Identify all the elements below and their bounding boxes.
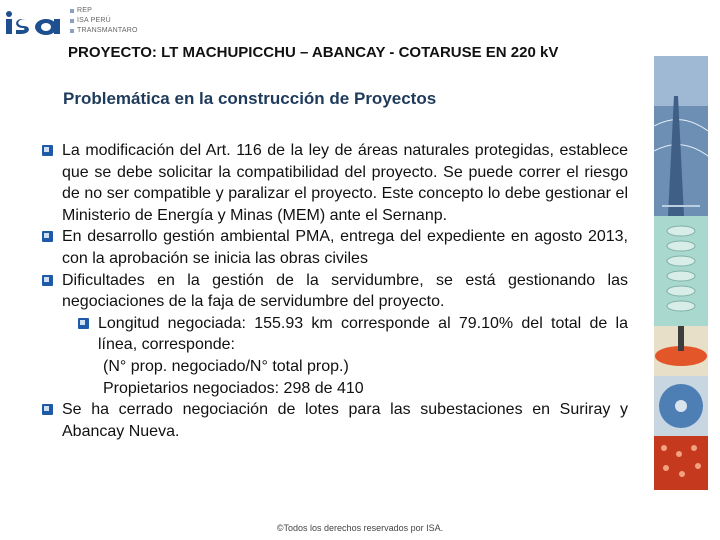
content-body [42, 140, 628, 442]
bullet-icon [78, 318, 89, 329]
brand-item: TRANSMANTARO [70, 26, 138, 36]
bullet-icon [42, 231, 53, 242]
brand-list [70, 6, 138, 36]
bullet-icon [42, 145, 53, 156]
bullet-item: En desarrollo gestión ambiental PMA, entrega del expediente en agosto 2013, con la aprobación se inicia las obras civiles [42, 226, 628, 269]
isa-logo [4, 8, 66, 36]
brand-item: REP [70, 6, 138, 16]
bullet-icon [42, 275, 53, 286]
bullet-item: Se ha cerrado negociación de lotes para las subestaciones en Suriray y Abancay Nueva. [42, 399, 628, 442]
footer-copyright: ©Todos los derechos reservados por ISA. [276, 523, 444, 533]
photo-strip [654, 56, 708, 490]
sub-bullet-item: Longitud negociada: 155.93 km corresponde al 79.10% del total de la línea, corresponde: [42, 313, 628, 356]
owners-text: Propietarios negociados: 298 de 410 [103, 379, 364, 397]
bullet-item: Dificultades en la gestión de la servidumbre, se está gestionando las negociaciones de la faja de servidumbre del proyecto. [42, 270, 628, 313]
bullet-item: La modificación del Art. 116 de la ley de áreas naturales protegidas, establece que se debe solicitar la compatibilidad del proyecto. Se puede correr el riesgo de no ser compatible y paralizar el proyecto. Este concepto lo debe gestionar el Ministerio de Energía y Minas (MEM) ante el Sernanp. [42, 140, 628, 226]
bullet-icon [42, 404, 53, 415]
page-title: PROYECTO: LT MACHUPICCHU – ABANCAY - COTARUSE EN 220 kV [68, 44, 559, 61]
formula-text: (N° prop. negociado/N° total prop.) [103, 357, 349, 375]
section-subtitle: Problemática en la construcción de Proyectos [63, 89, 437, 108]
brand-item: ISA PERÚ [70, 16, 138, 26]
